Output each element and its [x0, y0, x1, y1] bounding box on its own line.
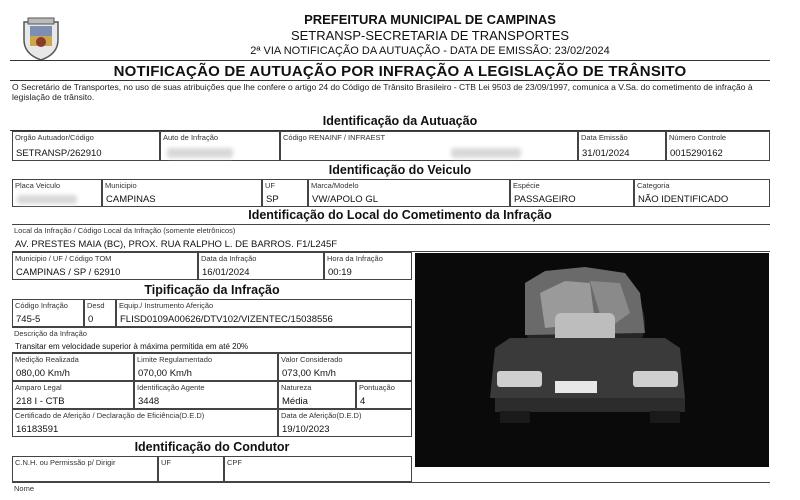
document-title: NOTIFICAÇÃO DE AUTUAÇÃO POR INFRAÇÃO A LEGISLAÇÃO DE TRÂNSITO: [113, 63, 687, 80]
field-label: Espécie: [513, 181, 540, 190]
field-label: Natureza: [281, 383, 312, 392]
field-value: 218 I - CTB: [16, 396, 65, 407]
field-label: Equip./ Instrumento Aferição: [119, 301, 214, 310]
hora-infracao-field: [324, 252, 412, 280]
field-value: SP: [266, 194, 279, 205]
field-value: CAMPINAS / SP / 62910: [16, 267, 121, 278]
field-label: Limite Regulamentado: [137, 355, 213, 364]
divider: [10, 80, 770, 81]
field-value: 16183591: [16, 424, 59, 435]
field-value: 31/01/2024: [582, 148, 630, 159]
field-label: Placa Veiculo: [15, 181, 61, 190]
especie-field: [510, 179, 634, 207]
section-veiculo: Identificação do Veiculo: [328, 163, 472, 177]
field-label: Número Controle: [669, 133, 727, 142]
field-label: Data de Aferição(D.E.D): [281, 411, 362, 420]
field-value: 080,00 Km/h: [16, 368, 70, 379]
field-value: NÃO IDENTIFICADO: [638, 194, 729, 205]
data-infracao-field: [198, 252, 324, 280]
field-label: Descrição da Infração: [14, 329, 87, 338]
marca-modelo-field: [308, 179, 510, 207]
field-label: Hora da Infração: [327, 254, 383, 263]
auto-infracao-field: [160, 131, 280, 161]
field-value: PASSAGEIRO: [514, 194, 576, 205]
limite-field: [134, 353, 278, 381]
field-label: Municipio / UF / Código TOM: [15, 254, 112, 263]
numero-controle-field: [666, 131, 770, 161]
field-value: 16/01/2024: [202, 267, 250, 278]
uf-condutor-field: [158, 456, 224, 482]
field-label: Orgão Autuador/Código: [15, 133, 94, 142]
field-label: Data Emissão: [581, 133, 628, 142]
renainf-field: [280, 131, 578, 161]
field-label: Nome: [14, 484, 35, 493]
header-secretaria: SETRANSP-SECRETARIA DE TRANSPORTES: [290, 28, 570, 43]
field-value: 0015290162: [670, 148, 723, 159]
natureza-field: [278, 381, 356, 409]
header-prefeitura: PREFEITURA MUNICIPAL DE CAMPINAS: [304, 12, 556, 27]
redacted-block: [451, 148, 521, 158]
field-value: CAMPINAS: [106, 194, 156, 205]
municipio-veiculo-field: [102, 179, 262, 207]
infraction-photo: [415, 253, 769, 467]
field-value: AV. PRESTES MAIA (BC), PROX. RUA RALPHO L. DE BARROS. F1/L245F: [15, 239, 338, 250]
field-value: 19/10/2023: [282, 424, 330, 435]
field-label: Local da Infração / Código Local da Infração (somente eletrônicos): [14, 226, 236, 235]
header-emissao: 2ª VIA NOTIFICAÇÃO DA AUTUAÇÃO - DATA DE EMISSÃO: 23/02/2024: [250, 45, 610, 57]
municipio-local-field: [12, 252, 198, 280]
redacted-block: [167, 148, 233, 158]
field-label: Código Infração: [15, 301, 68, 310]
field-value: Transitar em velocidade superior à máxima permitida em até 20%: [15, 342, 249, 351]
desd-field: [84, 299, 116, 327]
amparo-legal-field: [12, 381, 134, 409]
field-value: 0: [88, 314, 94, 325]
field-value: 745-5: [16, 314, 41, 325]
orgao-field: [12, 131, 160, 161]
field-label: Marca/Modelo: [311, 181, 359, 190]
agente-field: [134, 381, 278, 409]
field-label: UF: [161, 458, 171, 467]
car-rear-image: [415, 253, 769, 467]
field-value: 3448: [138, 396, 160, 407]
field-label: Identificação Agente: [137, 383, 205, 392]
placa-field: [12, 179, 102, 207]
field-value: 070,00 Km/h: [138, 368, 192, 379]
certificado-field: [12, 409, 278, 437]
campinas-crest-logo: [16, 12, 66, 62]
field-value: FLISD0109A00626/DTV102/VIZENTEC/15038556: [120, 314, 333, 325]
intro-text: O Secretário de Transportes, no uso de suas atribuições que lhe confere o artigo 24 do Código de Trânsito Brasileiro - CTB Lei 9503 de 23/09/1997, comunica a V.Sa. do cometimento de infração à legislação de trânsito.: [12, 82, 753, 102]
field-label: Categoria: [637, 181, 670, 190]
field-value: VW/APOLO GL: [312, 194, 378, 205]
pontuacao-field: [356, 381, 412, 409]
field-label: Desd: [87, 301, 105, 310]
medicao-field: [12, 353, 134, 381]
section-local: Identificação do Local do Cometimento da Infração: [248, 208, 552, 222]
field-label: Auto de Infração: [163, 133, 219, 142]
field-value: Média: [282, 396, 308, 407]
field-label: UF: [265, 181, 275, 190]
field-label: Municipio: [105, 181, 137, 190]
field-label: Certificado de Aferição / Declaração de Eficiência(D.E.D): [15, 411, 205, 420]
divider: [10, 60, 770, 61]
field-value: 073,00 Km/h: [282, 368, 336, 379]
field-label: CPF: [227, 458, 242, 467]
valor-considerado-field: [278, 353, 412, 381]
codigo-infracao-field: [12, 299, 84, 327]
cnh-field: [12, 456, 158, 482]
field-label: Código RENAINF / INFRAEST: [283, 133, 386, 142]
field-label: Medição Realizada: [15, 355, 79, 364]
field-label: Data da Infração: [201, 254, 257, 263]
field-value: SETRANSP/262910: [16, 148, 102, 159]
local-infracao-field: [12, 224, 770, 252]
nome-field: [12, 482, 770, 500]
field-label: C.N.H. ou Permissão p/ Dirigir: [15, 458, 116, 467]
field-value: 4: [360, 396, 366, 407]
field-label: Valor Considerado: [281, 355, 343, 364]
section-tipificacao: Tipificação da Infração: [144, 283, 280, 297]
field-value: 00:19: [328, 267, 352, 278]
data-afericao-field: [278, 409, 412, 437]
equipamento-field: [116, 299, 412, 327]
descricao-field: [12, 327, 412, 353]
redacted-block: [17, 195, 77, 204]
section-autuacao: Identificação da Autuação: [322, 114, 478, 128]
field-label: Pontuação: [359, 383, 395, 392]
categoria-field: [634, 179, 770, 207]
field-label: Amparo Legal: [15, 383, 62, 392]
data-emissao-field: [578, 131, 666, 161]
section-condutor: Identificação do Condutor: [134, 440, 290, 454]
cpf-field: [224, 456, 412, 482]
uf-veiculo-field: [262, 179, 308, 207]
